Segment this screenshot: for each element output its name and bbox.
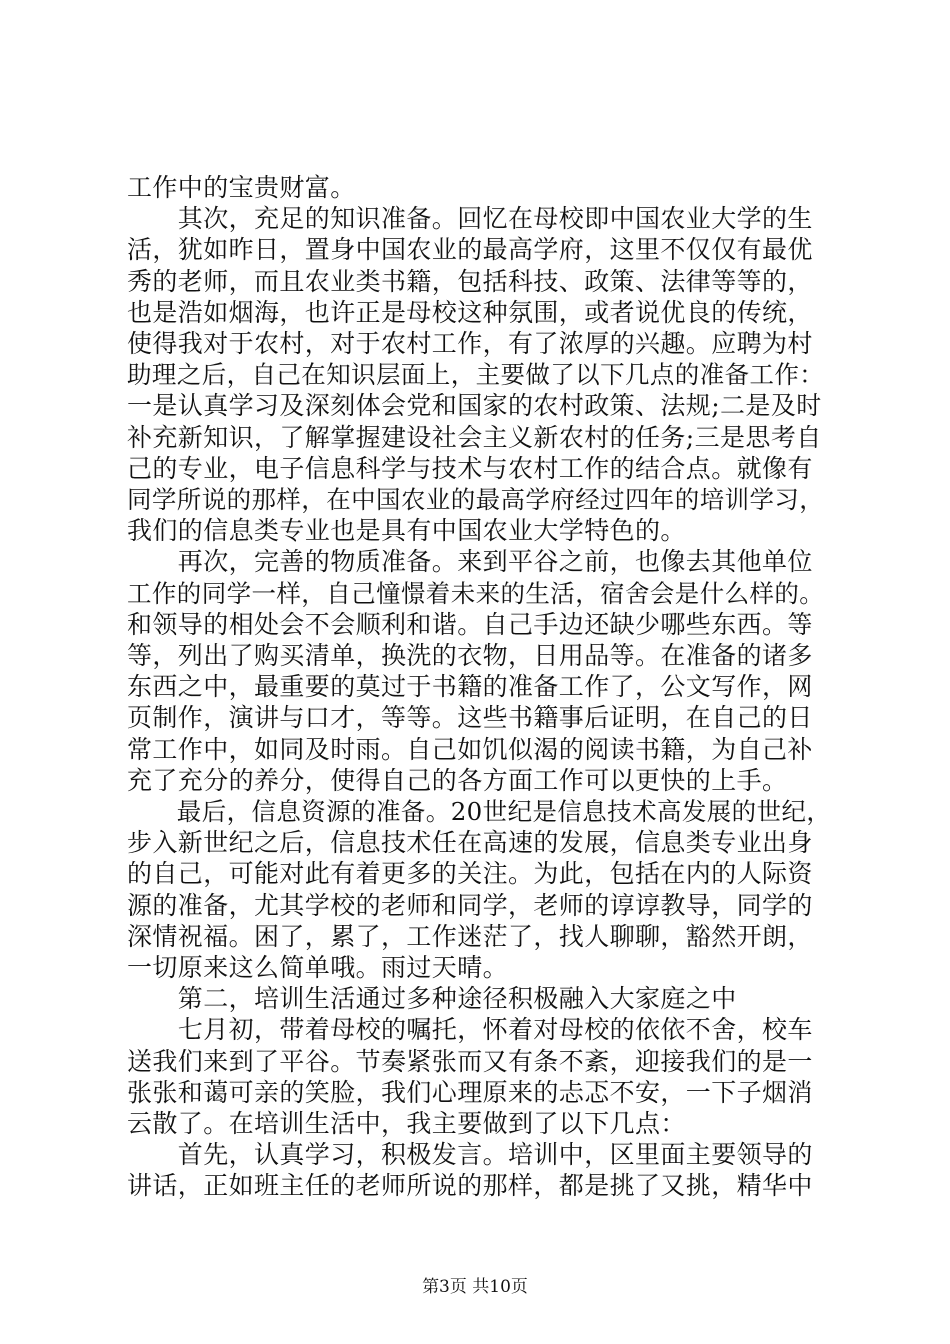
- text-line: 助理之后，自己在知识层面上，主要做了以下几点的准备工作：: [127, 360, 825, 389]
- text-line: 其次，充足的知识准备。回忆在母校即中国农业大学的生: [127, 204, 813, 233]
- text-line: 等，列出了购买清单，换洗的衣物，日用品等。在准备的诸多: [127, 641, 813, 670]
- text-line: 活，犹如昨日，置身中国农业的最高学府，这里不仅仅有最优: [127, 235, 813, 264]
- text-line: 补充新知识，了解掌握建设社会主义新农村的任务;三是思考自: [127, 423, 822, 452]
- text-line: 云散了。在培训生活中，我主要做到了以下几点：: [127, 1109, 686, 1138]
- text-line: 的自己，可能对此有着更多的关注。为此，包括在内的人际资: [127, 859, 813, 888]
- text-line: 七月初，带着母校的嘱托，怀着对母校的依依不舍，校车: [127, 1015, 813, 1044]
- text-line: 和领导的相处会不会顺利和谐。自己手边还缺少哪些东西。等: [127, 610, 813, 639]
- text-line: 再次，完善的物质准备。来到平谷之前，也像去其他单位: [127, 547, 813, 576]
- text-line: 步入新世纪之后，信息技术任在高速的发展，信息类专业出身: [127, 828, 813, 857]
- text-line: 页制作，演讲与口才，等等。这些书籍事后证明，在自己的日: [127, 703, 813, 732]
- text-line: 也是浩如烟海，也许正是母校这种氛围，或者说优良的传统，: [127, 298, 813, 327]
- text-line: 源的准备，尤其学校的老师和同学，老师的谆谆教导，同学的: [127, 891, 813, 920]
- text-line: 工作的同学一样，自己憧憬着未来的生活，宿舍会是什么样的。: [127, 579, 825, 608]
- text-line: 我们的信息类专业也是具有中国农业大学特色的。: [127, 516, 686, 545]
- text-line: 常工作中，如同及时雨。自己如饥似渴的阅读书籍，为自己补: [127, 735, 813, 764]
- text-line: 一是认真学习及深刻体会党和国家的农村政策、法规;二是及时: [127, 391, 822, 420]
- text-line: 东西之中，最重要的莫过于书籍的准备工作了，公文写作，网: [127, 672, 813, 701]
- text-line: 使得我对于农村，对于农村工作，有了浓厚的兴趣。应聘为村: [127, 329, 813, 358]
- text-line: 一切原来这么简单哦。雨过天晴。: [127, 953, 509, 982]
- text-line: 充了充分的养分，使得自己的各方面工作可以更快的上手。: [127, 766, 788, 795]
- section-heading: 第二，培训生活通过多种途径积极融入大家庭之中: [127, 984, 737, 1013]
- text-line: 工作中的宝贵财富。: [127, 173, 356, 202]
- text-line: 秀的老师，而且农业类书籍，包括科技、政策、法律等等的，: [127, 267, 813, 296]
- text-line: 送我们来到了平谷。节奏紧张而又有条不紊，迎接我们的是一: [127, 1047, 813, 1076]
- text-line: 同学所说的那样，在中国农业的最高学府经过四年的培训学习，: [127, 485, 825, 514]
- text-line: 己的专业，电子信息科学与技术与农村工作的结合点。就像有: [127, 454, 813, 483]
- page-number-footer: 第3页 共10页: [422, 1277, 528, 1297]
- text-line: 深情祝福。困了，累了，工作迷茫了，找人聊聊，豁然开朗，: [127, 922, 813, 951]
- text-line: 首先，认真学习，积极发言。培训中，区里面主要领导的: [127, 1140, 813, 1169]
- text-line: 讲话，正如班主任的老师所说的那样，都是挑了又挑，精华中: [127, 1171, 813, 1200]
- text-line: 张张和蔼可亲的笑脸，我们心理原来的忐忑不安，一下子烟消: [127, 1078, 813, 1107]
- text-line: 最后，信息资源的准备。20世纪是信息技术高发展的世纪，: [127, 797, 832, 826]
